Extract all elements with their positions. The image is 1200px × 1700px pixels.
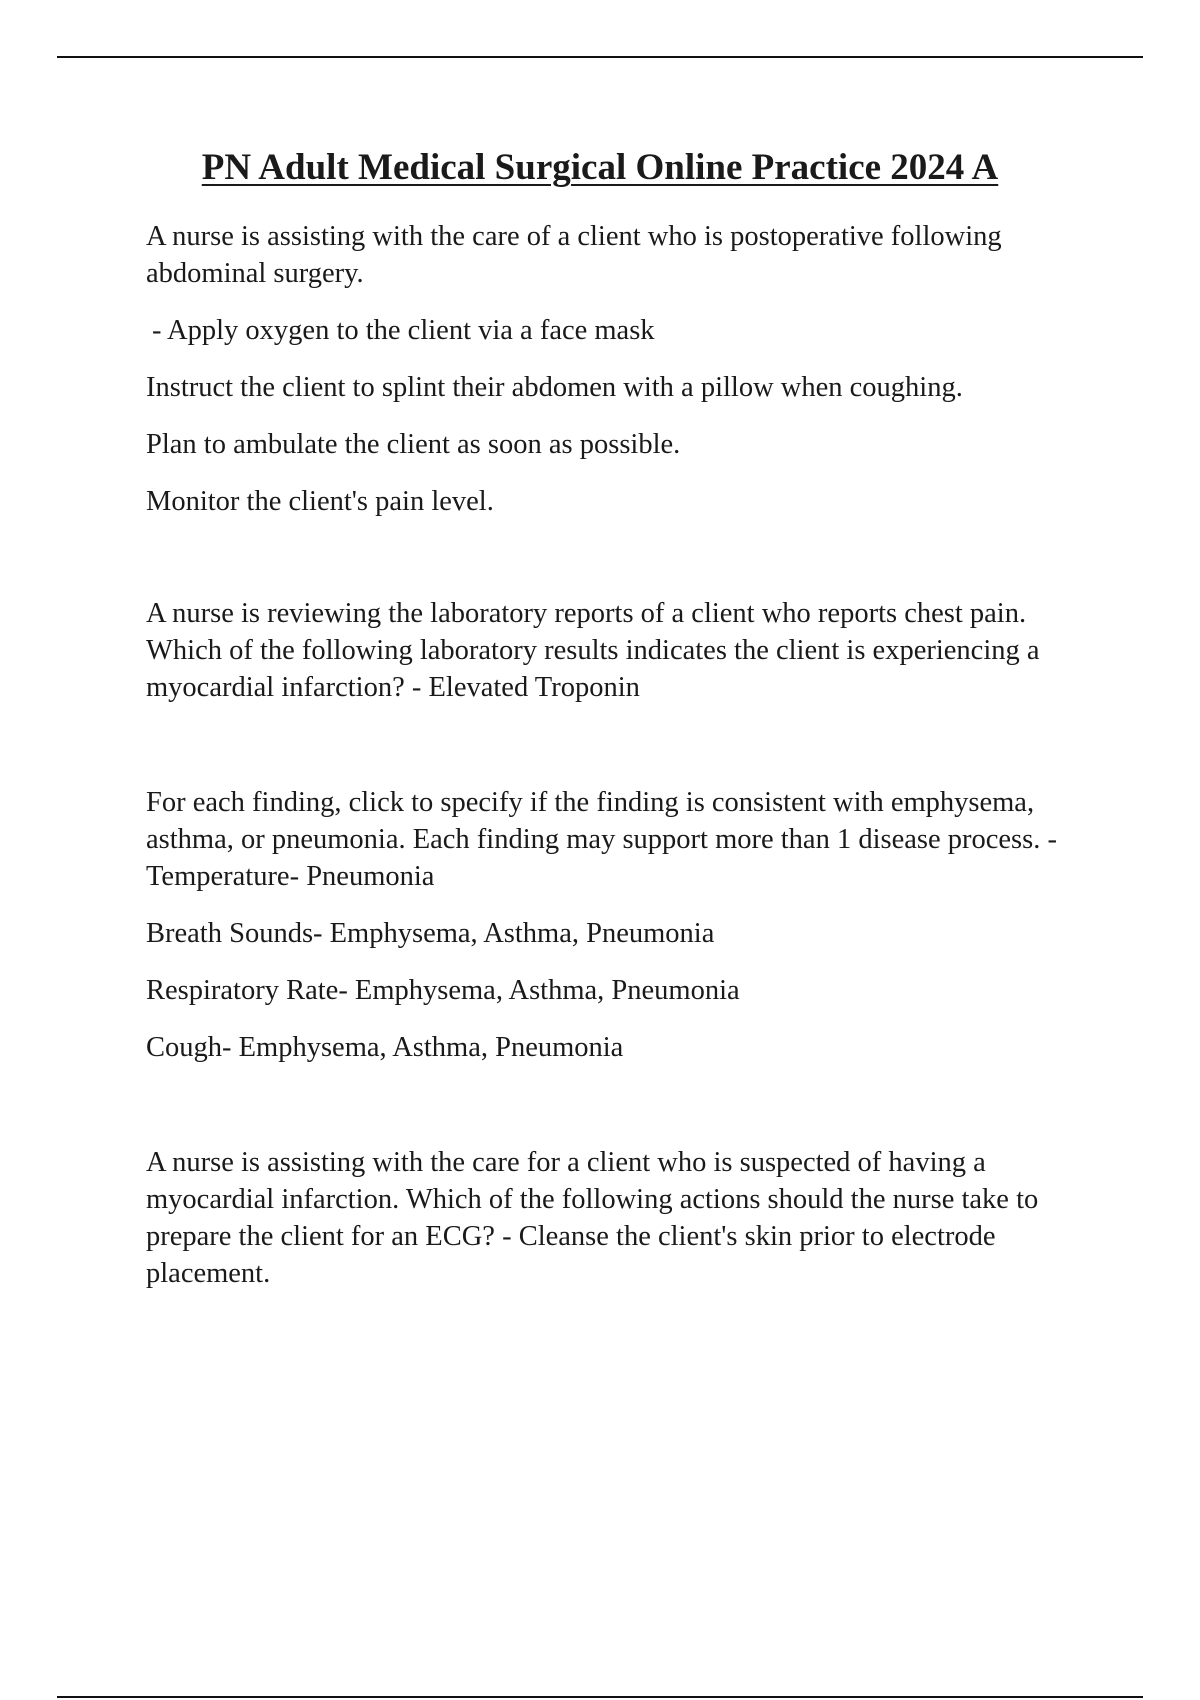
answer-line: - Apply oxygen to the client via a face mask xyxy=(152,315,655,346)
document-body xyxy=(146,218,1086,1312)
answer-line: Plan to ambulate the client as soon as possible. xyxy=(146,429,681,460)
answer-line: Breath Sounds- Emphysema, Asthma, Pneumonia xyxy=(146,918,715,949)
bottom-rule xyxy=(57,1696,1143,1698)
question-text: A nurse is reviewing the laboratory reports of a client who reports chest pain. Which of the following laboratory results indicates the client is experiencing a myocardial infarction? - Elevated Troponin xyxy=(146,598,1040,703)
question-text: A nurse is assisting with the care for a client who is suspected of having a myocardial infarction. Which of the following actions should the nurse take to prepare the client for an ECG? - Cleanse the client's skin prior to electrode placement. xyxy=(146,1147,1039,1289)
answer-line: Respiratory Rate- Emphysema, Asthma, Pneumonia xyxy=(146,975,740,1006)
question-text: For each finding, click to specify if the finding is consistent with emphysema, asthma, or pneumonia. Each finding may support more than 1 disease process. - Temperature- Pneumonia xyxy=(146,787,1057,892)
answer-line: Cough- Emphysema, Asthma, Pneumonia xyxy=(146,1032,624,1063)
question-block-2 xyxy=(146,595,1086,706)
question-block-1 xyxy=(146,218,1086,520)
answer-line: Monitor the client's pain level. xyxy=(146,486,494,517)
page-title: PN Adult Medical Surgical Online Practice 2024 A xyxy=(201,147,999,188)
question-block-4 xyxy=(146,1144,1086,1292)
answer-line: Instruct the client to splint their abdomen with a pillow when coughing. xyxy=(146,372,963,403)
question-block-3 xyxy=(146,784,1086,1066)
top-rule xyxy=(57,56,1143,58)
question-text: A nurse is assisting with the care of a client who is postoperative following abdominal surgery. xyxy=(146,221,1002,289)
